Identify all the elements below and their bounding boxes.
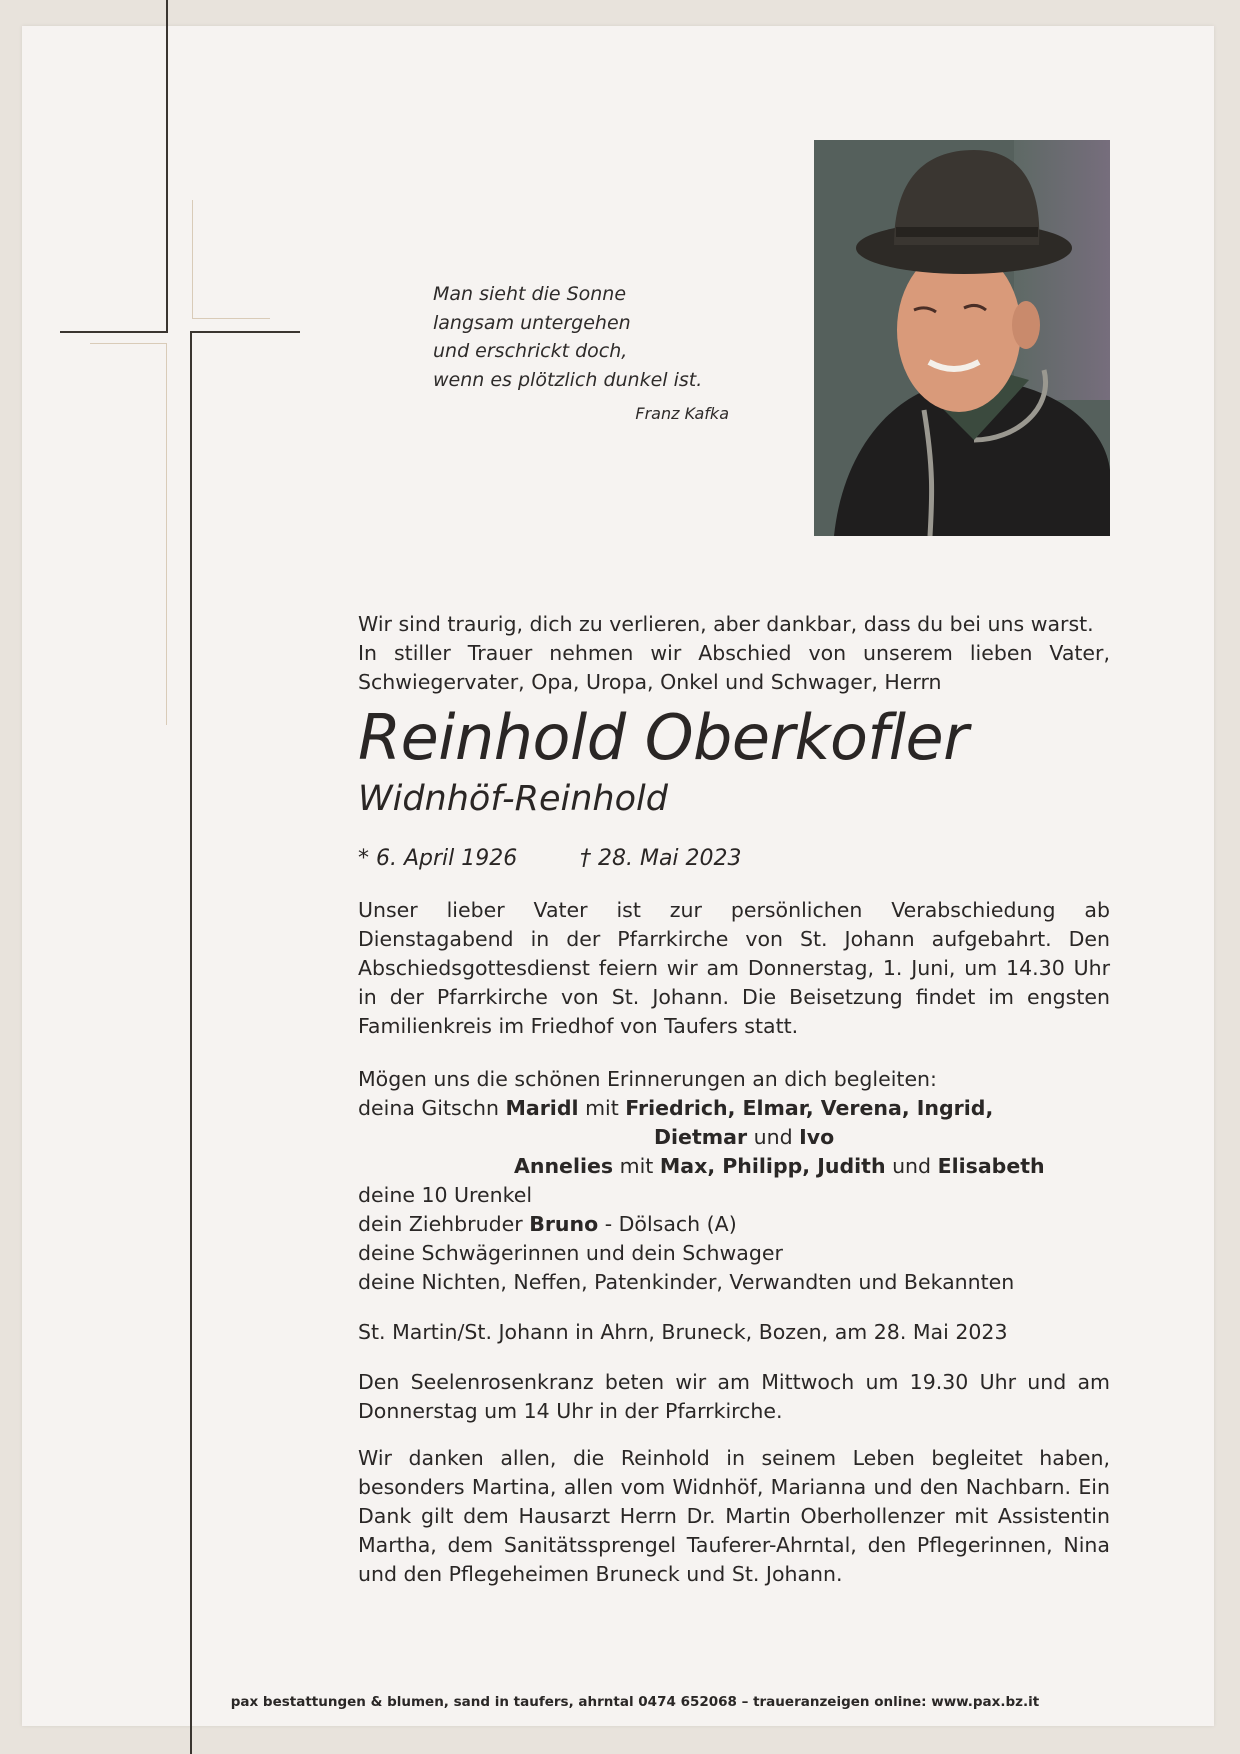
intro-text	[358, 610, 1110, 697]
portrait-photo	[814, 140, 1110, 536]
mourner-row: Annelies mit Max, Philipp, Judith und Elisabeth	[514, 1154, 1045, 1178]
thanks-text: Wir danken allen, die Reinhold in seinem Leben begleitet haben, besonders Martina, allen vom Widnhöf, Marianna und den Nachbarn. Ein Dank gilt dem Hausarzt Herrn Dr. Martin Oberhollenzer mit Assistentin Martha, dem Sanitätssprengel Tauferer-Ahrntal, den Pflegerinnen, Nina und den Pflegeheimen Bruneck und St. Johann.	[358, 1446, 1110, 1586]
place-date: St. Martin/St. Johann in Ahrn, Bruneck, Bozen, am 28. Mai 2023	[358, 1320, 1008, 1344]
deceased-name: Reinhold Oberkofler	[358, 701, 969, 774]
announcement-text: Unser lieber Vater ist zur persönlichen Verabschiedung ab Dienstagabend in der Pfarrkirche von St. Johann aufgebahrt. Den Abschiedsgottesdienst feiern wir am Donnerstag, 1. Juni, um 14.30 Uhr in der Pfarrkirche von St. Johann. Die Beisetzung findet im engsten Familienkreis im Friedhof von Taufers statt.	[358, 898, 1110, 1038]
family-intro: Mögen uns die schönen Erinnerungen an dich begleiten:	[358, 1067, 937, 1091]
quote-author: Franz Kafka	[635, 404, 729, 423]
kafka-quote	[433, 280, 733, 394]
quote-line: langsam untergehen	[433, 311, 631, 334]
intro-line-2: In stiller Trauer nehmen wir Abschied von unserem lieben Vater, Schwiegervater, Opa, Uropa, Onkel und Schwager, Herrn	[358, 641, 1110, 694]
mourner-row: Dietmar und Ivo	[654, 1125, 835, 1149]
intro-line-1: Wir sind traurig, dich zu verlieren, aber dankbar, dass du bei uns warst.	[358, 612, 1094, 636]
birth-date: * 6. April 1926	[358, 846, 518, 871]
quote-line: und erschrickt doch,	[433, 340, 628, 362]
deceased-nickname: Widnhöf-Reinhold	[358, 779, 668, 819]
mourner-row: deine Schwägerinnen und dein Schwager	[358, 1241, 783, 1265]
footer-funeral-home	[0, 1694, 1240, 1710]
quote-line: wenn es plötzlich dunkel ist.	[433, 368, 703, 391]
rosary-notice: Den Seelenrosenkranz beten wir am Mittwoch um 19.30 Uhr und am Donnerstag um 14 Uhr in der Pfarrkirche.	[358, 1370, 1110, 1423]
mourner-row: deine Nichten, Neffen, Patenkinder, Verwandten und Bekannten	[358, 1270, 1015, 1294]
death-date: † 28. Mai 2023	[580, 846, 742, 871]
quote-line: Man sieht die Sonne	[433, 283, 627, 305]
mourner-row: dein Ziehbruder Bruno - Dölsach (A)	[358, 1212, 737, 1236]
footer-text: pax bestattungen & blumen, sand in taufers, ahrntal 0474 652068 – traueranzeigen online: www.pax.bz.it	[230, 1694, 1040, 1710]
mourner-row: deine 10 Urenkel	[358, 1183, 533, 1207]
mourner-row: deina Gitschn Maridl mit Friedrich, Elmar, Verena, Ingrid,	[358, 1096, 994, 1120]
